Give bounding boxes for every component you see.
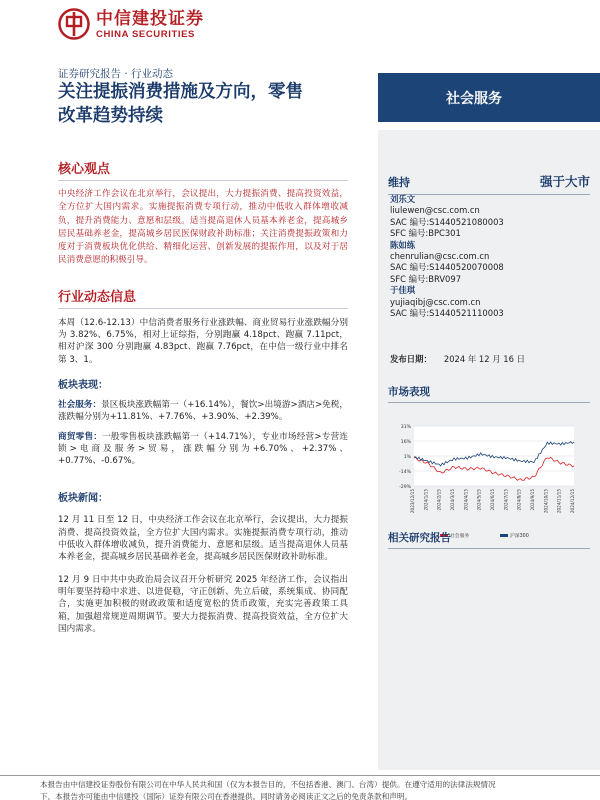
chart-x-tick-label: 2024/4/15 bbox=[463, 489, 469, 511]
main-content bbox=[58, 158, 348, 635]
chart-x-tick-label: 2024/2/15 bbox=[436, 489, 442, 511]
news-paragraph-2: 12 月 9 日中共中央政治局会议召开分析研究 2025 年经济工作，会议指出明年要坚持稳中求进、以进促稳，守正创新、先立后破，系统集成、协同配合，实施更加积极的财政政策和适度宽松的货币政策，充实完善政策工具箱，加强超常规逆周期调节。要大力提振消费、提高投资效益，全方位扩大国内需求。 bbox=[58, 574, 348, 634]
analyst-email[interactable]: yujiaqibj@csc.com.cn bbox=[390, 296, 481, 307]
brand-name-cn: 中信建投证券 bbox=[96, 8, 204, 29]
publish-date bbox=[390, 353, 525, 365]
analyst-email[interactable]: chenrulian@csc.com.cn bbox=[390, 251, 490, 262]
publish-date-label: 发布日期： bbox=[390, 354, 432, 364]
report-title-line-2: 改革趋势持续 bbox=[58, 106, 163, 126]
market-performance-heading: 市场表现 bbox=[388, 384, 590, 403]
analyst-sfc: SFC 编号:BPC301 bbox=[390, 228, 461, 239]
chart-x-tick-label: 2024/1/15 bbox=[423, 489, 429, 511]
brand-name-en: CHINA SECURITIES bbox=[96, 28, 195, 40]
core-viewpoint-heading: 核心观点 bbox=[58, 158, 348, 181]
chart-y-tick-label: 1% bbox=[403, 455, 411, 460]
chart-x-tick-label: 2024/12/15 bbox=[570, 489, 575, 514]
rating-action: 维持 bbox=[388, 176, 410, 189]
chart-y-tick-label: 16% bbox=[400, 440, 411, 445]
board-performance-heading: 板块表现： bbox=[58, 379, 108, 391]
analyst-list bbox=[390, 194, 590, 319]
chart-legend-label: 沪深300 bbox=[510, 534, 529, 539]
analyst-sac: SAC 编号:S1440521110003 bbox=[390, 308, 504, 319]
china-securities-logo-icon bbox=[58, 8, 90, 40]
related-research-heading: 相关研究报告 bbox=[388, 530, 590, 549]
board-news-heading: 板块新闻： bbox=[58, 493, 108, 505]
analyst-name: 于佳琪 bbox=[390, 285, 416, 296]
social-service-label: 社会服务： bbox=[58, 399, 102, 410]
disclaimer bbox=[40, 779, 600, 800]
chart-x-tick-label: 2024/9/15 bbox=[530, 489, 535, 511]
industry-dynamics-text: 本周（12.6-12.13）中信消费者服务行业涨跌幅、商业贸易行业涨跌幅分别为 3.82%、6.75%，相对上证综指，分别跑赢 4.18pct、跑赢 7.11pct，相对沪深 300 分别跑赢 4.83pct、跑赢 7.76pct，在中信一级行业中排名第 3、1。 bbox=[58, 317, 348, 365]
rating-row bbox=[388, 172, 590, 195]
report-title bbox=[58, 80, 358, 128]
disclaimer-line-2: 下，本报告亦可能由中信建投（国际）证券有限公司在香港提供。同时请务必阅读正文之后的免责条款和声明。 bbox=[40, 792, 413, 800]
report-title-line-1: 关注提振消费措施及方向，零售 bbox=[58, 82, 303, 102]
analyst-email[interactable]: liulewen@csc.com.cn bbox=[390, 205, 480, 216]
analyst-block bbox=[390, 194, 590, 240]
chart-x-tick-label: 2023/12/15 bbox=[410, 489, 415, 514]
chart-x-tick-label: 2024/7/15 bbox=[503, 489, 509, 511]
analyst-sfc: SFC 编号:BRV097 bbox=[390, 273, 462, 284]
publish-date-value: 2024 年 12 月 16 日 bbox=[443, 354, 525, 364]
social-service-paragraph bbox=[58, 399, 348, 424]
analyst-sac: SAC 编号:S1440520070008 bbox=[390, 262, 504, 273]
chart-y-tick-label: -14% bbox=[399, 470, 411, 475]
retail-paragraph bbox=[58, 431, 348, 468]
chart-x-tick-label: 2024/5/15 bbox=[476, 489, 482, 511]
market-performance-chart bbox=[390, 418, 580, 542]
analyst-block bbox=[390, 285, 590, 319]
chart-x-tick-label: 2024/11/15 bbox=[556, 489, 562, 514]
analyst-name: 刘乐文 bbox=[390, 194, 416, 204]
report-type: 证券研究报告 · 行业动态 bbox=[58, 68, 174, 80]
footer-divider bbox=[0, 775, 600, 776]
retail-text: 一般零售板块涨跌幅第一（+14.71%），专业市场经营>专营连锁>电商及服务>贸易，涨跌幅分别为+6.70%、+2.37%、+0.77%、-0.67%。 bbox=[58, 431, 348, 467]
chart-legend-label: 社会服务 bbox=[450, 534, 470, 539]
analyst-name: 陈如练 bbox=[390, 239, 416, 250]
analyst-block bbox=[390, 240, 590, 286]
retail-label: 商贸零售： bbox=[58, 431, 103, 442]
chart-x-tick-label: 2024/6/15 bbox=[490, 489, 495, 511]
company-logo bbox=[58, 8, 204, 40]
disclaimer-line-1: 本报告由中信建投证券股份有限公司在中华人民共和国（仅为本报告目的，不包括香港、澳门、台湾）提供。在遵守适用的法律法规情况 bbox=[40, 780, 496, 789]
rating-value: 强于大市 bbox=[539, 174, 590, 189]
industry-dynamics-heading: 行业动态信息 bbox=[58, 286, 348, 309]
sector-banner: 社会服务 bbox=[378, 73, 600, 122]
chart-x-tick-label: 2024/3/15 bbox=[450, 489, 455, 511]
social-service-text: 景区板块涨跌幅第一（+16.14%），餐饮>出境游>酒店>免税，涨跌幅分别为+11.81%、+7.76%、+3.90%、+2.39%。 bbox=[58, 399, 348, 423]
chart-x-tick-label: 2024/10/15 bbox=[543, 489, 549, 514]
analyst-sac: SAC 编号:S1440521080003 bbox=[390, 216, 504, 227]
sidebar bbox=[378, 130, 600, 770]
core-viewpoint-text: 中央经济工作会议在北京举行，会议提出，大力提振消费、提高投资效益，全方位扩大国内需求。实施提振消费专项行动，推动中低收入群体增收减负，提升消费能力、意愿和层级。适当提高退休人员基本养老金，提高城乡居民基础养老金，提高城乡居民医保财政补助标准；关注消费提振政策和力度对于消费板块优化供给、精细化运营、创新发展的提振作用，以及对于居民消费意愿的积极引导。 bbox=[58, 189, 348, 266]
chart-y-tick-label: -29% bbox=[399, 485, 411, 490]
news-paragraph-1: 12 月 11 日至 12 日，中央经济工作会议在北京举行，会议提出，大力提振消费、提高投资效益，全方位扩大国内需求。实施提振消费专项行动，推动中低收入群体增收减负，提升消费能力、意愿和层级。适当提高退休人员基本养老金，提高城乡居民基础养老金，提高城乡居民医保财政补助标准。 bbox=[58, 515, 348, 563]
chart-x-tick-label: 2024/8/15 bbox=[516, 489, 522, 511]
chart-y-tick-label: 31% bbox=[400, 425, 411, 430]
